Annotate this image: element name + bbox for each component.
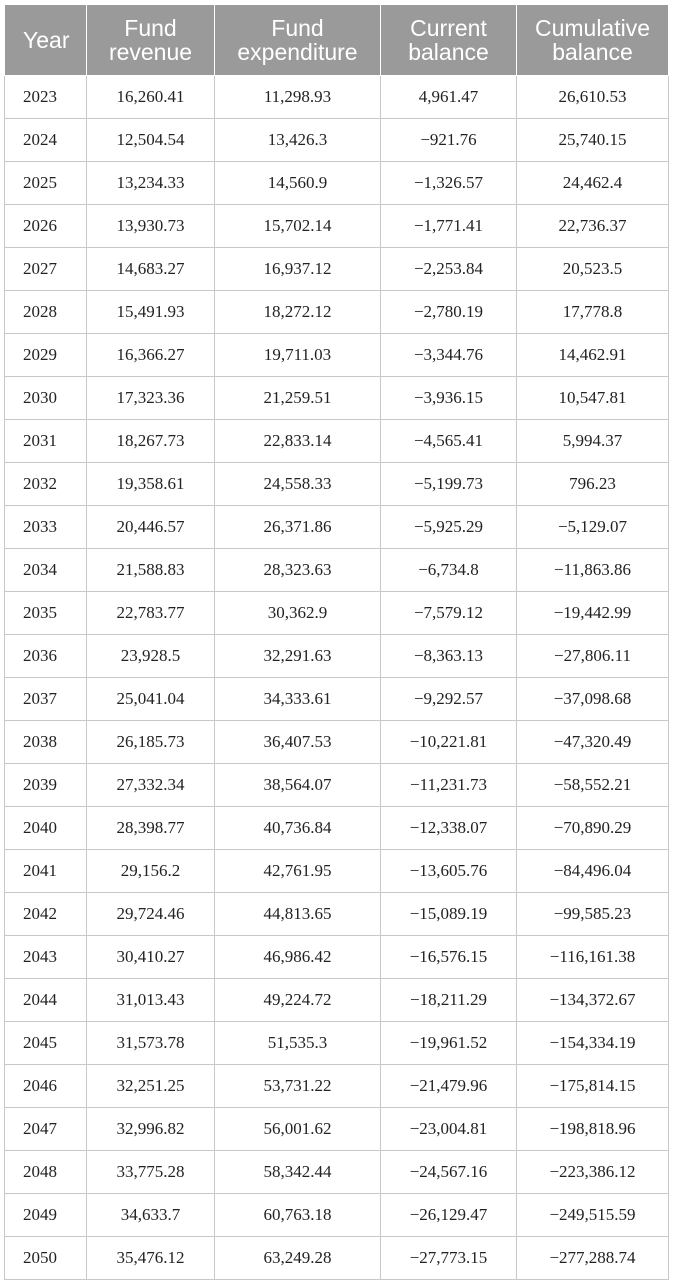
cumulative-balance-cell: 5,994.37	[517, 420, 669, 463]
table-row	[5, 1065, 669, 1108]
fund-revenue-cell: 16,260.41	[87, 76, 215, 119]
current-balance-cell: −21,479.96	[381, 1065, 517, 1108]
year-cell: 2023	[5, 76, 87, 119]
table-row	[5, 1022, 669, 1065]
current-balance-cell: −1,326.57	[381, 162, 517, 205]
current-balance-cell: −26,129.47	[381, 1194, 517, 1237]
year-cell: 2046	[5, 1065, 87, 1108]
cumulative-balance-cell: −134,372.67	[517, 979, 669, 1022]
fund-revenue-cell: 19,358.61	[87, 463, 215, 506]
fund-revenue-cell: 28,398.77	[87, 807, 215, 850]
fund-expenditure-cell: 15,702.14	[215, 205, 381, 248]
fund-revenue-cell: 31,573.78	[87, 1022, 215, 1065]
fund-revenue-cell: 29,724.46	[87, 893, 215, 936]
cumulative-balance-cell: −84,496.04	[517, 850, 669, 893]
current-balance-cell: −23,004.81	[381, 1108, 517, 1151]
cumulative-balance-cell: 20,523.5	[517, 248, 669, 291]
table-row	[5, 334, 669, 377]
cumulative-balance-cell: 14,462.91	[517, 334, 669, 377]
header-fund-revenue: Fund revenue	[87, 5, 215, 76]
fund-revenue-cell: 35,476.12	[87, 1237, 215, 1280]
fund-revenue-cell: 31,013.43	[87, 979, 215, 1022]
cumulative-balance-cell: −99,585.23	[517, 893, 669, 936]
table-row	[5, 162, 669, 205]
header-current-balance: Current balance	[381, 5, 517, 76]
table-row	[5, 463, 669, 506]
current-balance-cell: −4,565.41	[381, 420, 517, 463]
current-balance-cell: −8,363.13	[381, 635, 517, 678]
fund-revenue-cell: 20,446.57	[87, 506, 215, 549]
table-row	[5, 205, 669, 248]
year-cell: 2036	[5, 635, 87, 678]
year-cell: 2032	[5, 463, 87, 506]
fund-expenditure-cell: 46,986.42	[215, 936, 381, 979]
cumulative-balance-cell: −116,161.38	[517, 936, 669, 979]
year-cell: 2028	[5, 291, 87, 334]
current-balance-cell: −9,292.57	[381, 678, 517, 721]
fund-expenditure-cell: 58,342.44	[215, 1151, 381, 1194]
cumulative-balance-cell: −5,129.07	[517, 506, 669, 549]
cumulative-balance-cell: −70,890.29	[517, 807, 669, 850]
cumulative-balance-cell: −223,386.12	[517, 1151, 669, 1194]
fund-revenue-cell: 12,504.54	[87, 119, 215, 162]
fund-expenditure-cell: 42,761.95	[215, 850, 381, 893]
fund-revenue-cell: 22,783.77	[87, 592, 215, 635]
fund-expenditure-cell: 36,407.53	[215, 721, 381, 764]
year-cell: 2050	[5, 1237, 87, 1280]
fund-revenue-cell: 13,930.73	[87, 205, 215, 248]
year-cell: 2040	[5, 807, 87, 850]
fund-expenditure-cell: 38,564.07	[215, 764, 381, 807]
cumulative-balance-cell: −19,442.99	[517, 592, 669, 635]
table-row	[5, 1194, 669, 1237]
year-cell: 2047	[5, 1108, 87, 1151]
cumulative-balance-cell: 22,736.37	[517, 205, 669, 248]
table-row	[5, 764, 669, 807]
table-row	[5, 807, 669, 850]
fund-expenditure-cell: 32,291.63	[215, 635, 381, 678]
header-year: Year	[5, 5, 87, 76]
fund-expenditure-cell: 44,813.65	[215, 893, 381, 936]
cumulative-balance-cell: 24,462.4	[517, 162, 669, 205]
fund-balance-table	[4, 4, 669, 1280]
fund-expenditure-cell: 22,833.14	[215, 420, 381, 463]
year-cell: 2038	[5, 721, 87, 764]
year-cell: 2026	[5, 205, 87, 248]
cumulative-balance-cell: −11,863.86	[517, 549, 669, 592]
fund-expenditure-cell: 53,731.22	[215, 1065, 381, 1108]
year-cell: 2043	[5, 936, 87, 979]
table-row	[5, 119, 669, 162]
fund-revenue-cell: 23,928.5	[87, 635, 215, 678]
fund-expenditure-cell: 26,371.86	[215, 506, 381, 549]
year-cell: 2041	[5, 850, 87, 893]
year-cell: 2048	[5, 1151, 87, 1194]
fund-expenditure-cell: 34,333.61	[215, 678, 381, 721]
table-body	[5, 76, 669, 1280]
header-cumulative-balance: Cumulative balance	[517, 5, 669, 76]
year-cell: 2042	[5, 893, 87, 936]
table-row	[5, 936, 669, 979]
fund-expenditure-cell: 40,736.84	[215, 807, 381, 850]
fund-expenditure-cell: 13,426.3	[215, 119, 381, 162]
table-row	[5, 893, 669, 936]
fund-revenue-cell: 13,234.33	[87, 162, 215, 205]
table-row	[5, 592, 669, 635]
fund-expenditure-cell: 56,001.62	[215, 1108, 381, 1151]
table-row	[5, 76, 669, 119]
cumulative-balance-cell: 796.23	[517, 463, 669, 506]
current-balance-cell: −11,231.73	[381, 764, 517, 807]
current-balance-cell: −921.76	[381, 119, 517, 162]
cumulative-balance-cell: 17,778.8	[517, 291, 669, 334]
table-row	[5, 420, 669, 463]
fund-revenue-cell: 21,588.83	[87, 549, 215, 592]
fund-expenditure-cell: 18,272.12	[215, 291, 381, 334]
cumulative-balance-cell: −58,552.21	[517, 764, 669, 807]
fund-expenditure-cell: 63,249.28	[215, 1237, 381, 1280]
table-row	[5, 979, 669, 1022]
year-cell: 2027	[5, 248, 87, 291]
current-balance-cell: −3,936.15	[381, 377, 517, 420]
current-balance-cell: −7,579.12	[381, 592, 517, 635]
fund-revenue-cell: 32,251.25	[87, 1065, 215, 1108]
table-row	[5, 1237, 669, 1280]
current-balance-cell: −1,771.41	[381, 205, 517, 248]
table-row	[5, 850, 669, 893]
fund-revenue-cell: 14,683.27	[87, 248, 215, 291]
current-balance-cell: −19,961.52	[381, 1022, 517, 1065]
fund-expenditure-cell: 11,298.93	[215, 76, 381, 119]
fund-revenue-cell: 18,267.73	[87, 420, 215, 463]
year-cell: 2029	[5, 334, 87, 377]
year-cell: 2035	[5, 592, 87, 635]
cumulative-balance-cell: −37,098.68	[517, 678, 669, 721]
table-row	[5, 248, 669, 291]
table-row	[5, 1151, 669, 1194]
fund-expenditure-cell: 14,560.9	[215, 162, 381, 205]
fund-expenditure-cell: 19,711.03	[215, 334, 381, 377]
fund-revenue-cell: 32,996.82	[87, 1108, 215, 1151]
fund-expenditure-cell: 51,535.3	[215, 1022, 381, 1065]
year-cell: 2037	[5, 678, 87, 721]
year-cell: 2030	[5, 377, 87, 420]
fund-expenditure-cell: 28,323.63	[215, 549, 381, 592]
table-row	[5, 291, 669, 334]
cumulative-balance-cell: −47,320.49	[517, 721, 669, 764]
cumulative-balance-cell: 10,547.81	[517, 377, 669, 420]
table-row	[5, 549, 669, 592]
cumulative-balance-cell: −154,334.19	[517, 1022, 669, 1065]
year-cell: 2045	[5, 1022, 87, 1065]
year-cell: 2031	[5, 420, 87, 463]
fund-revenue-cell: 34,633.7	[87, 1194, 215, 1237]
current-balance-cell: −12,338.07	[381, 807, 517, 850]
table-header	[5, 5, 669, 76]
cumulative-balance-cell: −249,515.59	[517, 1194, 669, 1237]
year-cell: 2044	[5, 979, 87, 1022]
fund-revenue-cell: 26,185.73	[87, 721, 215, 764]
cumulative-balance-cell: −277,288.74	[517, 1237, 669, 1280]
cumulative-balance-cell: −198,818.96	[517, 1108, 669, 1151]
current-balance-cell: −10,221.81	[381, 721, 517, 764]
table-row	[5, 1108, 669, 1151]
current-balance-cell: −13,605.76	[381, 850, 517, 893]
table-row	[5, 721, 669, 764]
current-balance-cell: −15,089.19	[381, 893, 517, 936]
table-row	[5, 678, 669, 721]
table-row	[5, 506, 669, 549]
current-balance-cell: −2,780.19	[381, 291, 517, 334]
header-row	[5, 5, 669, 76]
year-cell: 2049	[5, 1194, 87, 1237]
fund-expenditure-cell: 49,224.72	[215, 979, 381, 1022]
fund-revenue-cell: 30,410.27	[87, 936, 215, 979]
current-balance-cell: −2,253.84	[381, 248, 517, 291]
header-fund-expenditure: Fund expenditure	[215, 5, 381, 76]
fund-expenditure-cell: 21,259.51	[215, 377, 381, 420]
cumulative-balance-cell: 25,740.15	[517, 119, 669, 162]
year-cell: 2024	[5, 119, 87, 162]
current-balance-cell: −18,211.29	[381, 979, 517, 1022]
cumulative-balance-cell: 26,610.53	[517, 76, 669, 119]
current-balance-cell: −5,925.29	[381, 506, 517, 549]
fund-revenue-cell: 29,156.2	[87, 850, 215, 893]
year-cell: 2039	[5, 764, 87, 807]
year-cell: 2033	[5, 506, 87, 549]
fund-revenue-cell: 15,491.93	[87, 291, 215, 334]
current-balance-cell: −24,567.16	[381, 1151, 517, 1194]
year-cell: 2034	[5, 549, 87, 592]
current-balance-cell: −5,199.73	[381, 463, 517, 506]
fund-expenditure-cell: 30,362.9	[215, 592, 381, 635]
current-balance-cell: −6,734.8	[381, 549, 517, 592]
fund-revenue-cell: 33,775.28	[87, 1151, 215, 1194]
cumulative-balance-cell: −27,806.11	[517, 635, 669, 678]
current-balance-cell: −27,773.15	[381, 1237, 517, 1280]
year-cell: 2025	[5, 162, 87, 205]
fund-revenue-cell: 16,366.27	[87, 334, 215, 377]
fund-revenue-cell: 25,041.04	[87, 678, 215, 721]
fund-expenditure-cell: 60,763.18	[215, 1194, 381, 1237]
fund-revenue-cell: 17,323.36	[87, 377, 215, 420]
fund-revenue-cell: 27,332.34	[87, 764, 215, 807]
cumulative-balance-cell: −175,814.15	[517, 1065, 669, 1108]
current-balance-cell: 4,961.47	[381, 76, 517, 119]
table-row	[5, 635, 669, 678]
current-balance-cell: −3,344.76	[381, 334, 517, 377]
fund-expenditure-cell: 24,558.33	[215, 463, 381, 506]
fund-expenditure-cell: 16,937.12	[215, 248, 381, 291]
current-balance-cell: −16,576.15	[381, 936, 517, 979]
table-row	[5, 377, 669, 420]
